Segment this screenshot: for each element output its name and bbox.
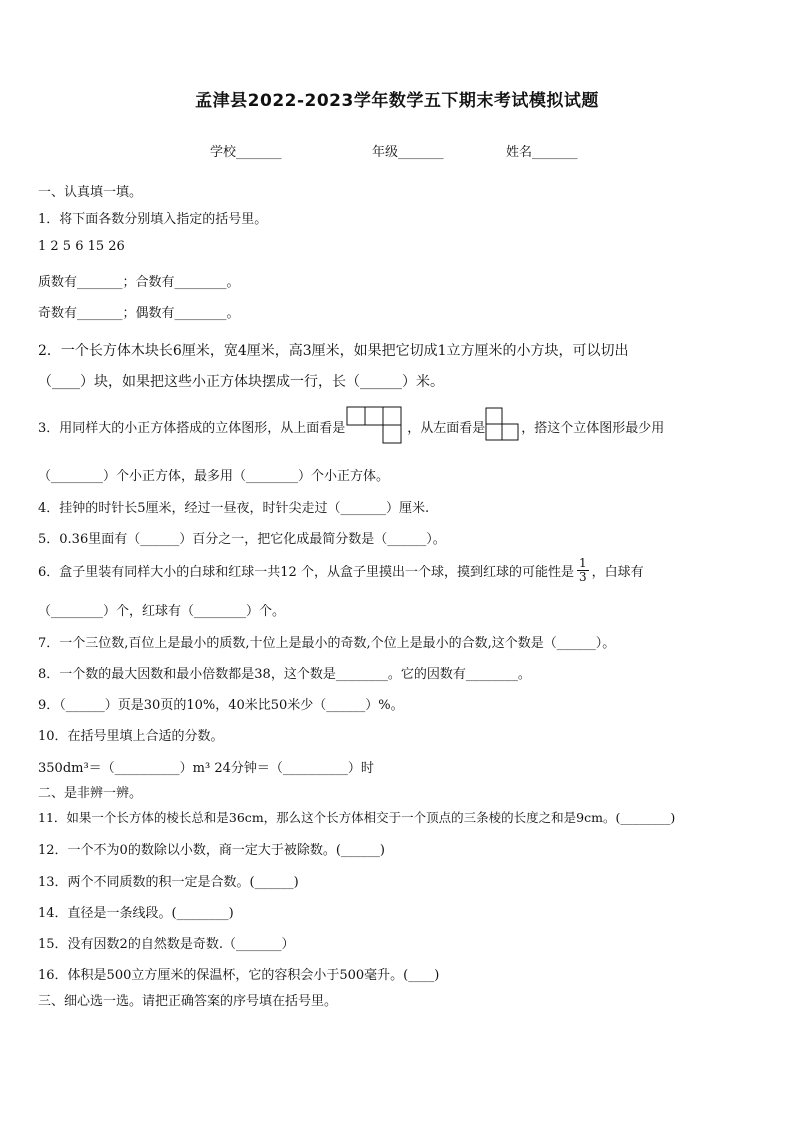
left-view-figure — [485, 406, 521, 446]
question-1-odds: 奇数有_______；偶数有________。 — [38, 306, 240, 321]
question-9: 9．（______）页是30页的10%，40米比50米少（______）%。 — [38, 698, 404, 713]
question-3-suffix: ，搭这个立体图形最少用 — [521, 420, 665, 436]
section-2-heading: 二、是非辨一辨。 — [38, 786, 143, 801]
question-3-line-2: （________）个小正方体，最多用（________）个小正方体。 — [38, 469, 390, 484]
question-10-blanks: 350dm³＝（__________）m³ 24分钟＝（__________）时 — [38, 761, 374, 776]
question-3 — [38, 406, 664, 446]
question-11: 11．如果一个长方体的棱长总和是36cm，那么这个长方体相交于一个顶点的三条棱的长度之和是9cm。(________) — [38, 810, 676, 825]
question-1-numbers: 1 2 5 6 15 26 — [38, 239, 125, 254]
question-12: 12．一个不为0的数除以小数，商一定大于被除数。(______) — [38, 843, 385, 858]
question-7: 7．一个三位数,百位上是最小的质数,十位上是最小的奇数,个位上是最小的合数,这个数是（______）。 — [38, 636, 616, 651]
question-5: 5．0.36里面有（______）百分之一，把它化成最简分数是（______）。 — [38, 532, 446, 547]
question-6-suffix: ，白球有 — [591, 564, 644, 580]
question-15: 15．没有因数2的自然数是奇数.（_______） — [38, 937, 295, 952]
fraction-one-third — [577, 557, 589, 584]
question-10: 10．在括号里填上合适的分数。 — [38, 729, 224, 744]
question-6 — [38, 553, 644, 587]
fraction-denominator: 3 — [578, 569, 587, 584]
question-16: 16．体积是500立方厘米的保温杯，它的容积会小于500毫升。(____) — [38, 968, 440, 983]
school-field: 学校_______ — [210, 145, 282, 160]
section-3-heading: 三、细心选一选。请把正确答案的序号填在括号里。 — [38, 994, 338, 1009]
question-4: 4．挂钟的时针长5厘米，经过一昼夜，时针尖走过（_______）厘米. — [38, 501, 430, 516]
question-8: 8．一个数的最大因数和最小倍数都是38，这个数是________。它的因数有________。 — [38, 667, 531, 682]
grade-field: 年级_______ — [372, 145, 444, 160]
question-2-line-1: 2．一个长方体木块长6厘米，宽4厘米，高3厘米，如果把它切成1立方厘米的小方块，可以切出 — [38, 343, 629, 359]
question-3-middle: ，从左面看是 — [407, 420, 486, 436]
section-1-heading: 一、认真填一填。 — [38, 185, 143, 200]
page-title: 孟津县2022-2023学年数学五下期末考试模拟试题 — [195, 91, 599, 111]
question-6-prefix: 6．盒子里装有同样大小的白球和红球一共12 个，从盒子里摸出一个球，摸到红球的可能性是 — [38, 564, 574, 580]
question-3-prefix: 3．用同样大的小正方体搭成的立体图形，从上面看是 — [38, 420, 346, 436]
top-view-figure — [345, 406, 407, 446]
question-2-line-2: （____）块，如果把这些小正方体块摆成一行，长（______）米。 — [38, 374, 444, 390]
question-13: 13．两个不同质数的积一定是合数。(______) — [38, 875, 299, 890]
question-1: 1．将下面各数分别填入指定的括号里。 — [38, 212, 268, 227]
question-6-line-2: （________）个，红球有（________）个。 — [38, 604, 286, 619]
name-field: 姓名_______ — [506, 145, 578, 160]
question-14: 14．直径是一条线段。(________) — [38, 906, 234, 921]
fraction-numerator: 1 — [578, 555, 587, 570]
question-1-primes: 质数有_______；合数有________。 — [38, 275, 240, 290]
